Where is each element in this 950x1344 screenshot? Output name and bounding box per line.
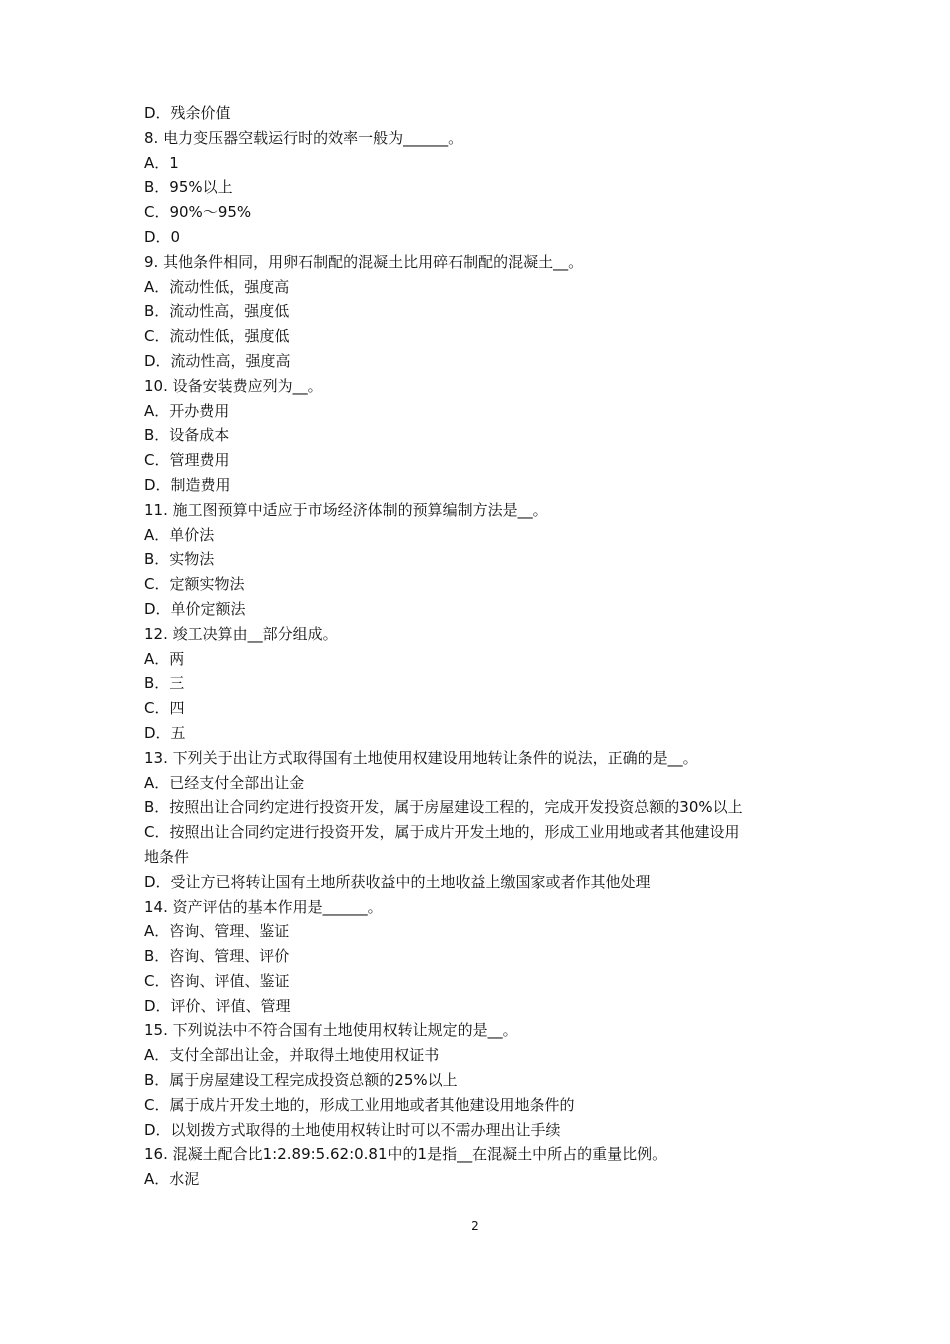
text-line: B．实物法 — [144, 550, 215, 569]
text-line: 15. 下列说法中不符合国有土地使用权转让规定的是__。 — [144, 1021, 518, 1040]
text-line: C．管理费用 — [144, 451, 230, 470]
text-line: A．开办费用 — [144, 401, 230, 420]
text-line: A．两 — [144, 649, 185, 668]
text-line: A．流动性低，强度高 — [144, 277, 290, 296]
text-line: D．0 — [144, 227, 181, 246]
text-line: B．设备成本 — [144, 426, 230, 445]
text-line: C．属于成片开发土地的，形成工业用地或者其他建设用地条件的 — [144, 1095, 575, 1114]
text-line: D．五 — [144, 723, 186, 742]
text-line: 地条件 — [144, 847, 190, 866]
text-line: 12. 竣工决算由__部分组成。 — [144, 624, 338, 643]
text-line: C．定额实物法 — [144, 575, 245, 594]
text-line: B．属于房屋建设工程完成投资总额的25%以上 — [144, 1071, 458, 1090]
text-line: B．三 — [144, 674, 185, 693]
text-line: 13. 下列关于出让方式取得国有土地使用权建设用地转让条件的说法，正确的是__。 — [144, 748, 698, 767]
text-line: D．残余价值 — [144, 104, 231, 122]
text-line: D．受让方已将转让国有土地所获收益中的土地收益上缴国家或者作其他处理 — [144, 872, 651, 891]
text-line: D．制造费用 — [144, 475, 231, 494]
text-line: 10. 设备安装费应列为__。 — [144, 376, 323, 395]
text-line: B．按照出让合同约定进行投资开发，属于房屋建设工程的，完成开发投资总额的30%以上 — [144, 798, 743, 817]
text-line: 8. 电力变压器空载运行时的效率一般为______。 — [144, 128, 464, 147]
text-line: B．95%以上 — [144, 178, 233, 197]
text-line: C．按照出让合同约定进行投资开发，属于成片开发土地的，形成工业用地或者其他建设用 — [144, 823, 740, 842]
text-line: 9. 其他条件相同，用卵石制配的混凝土比用碎石制配的混凝土__。 — [144, 252, 584, 271]
text-line: D．流动性高，强度高 — [144, 351, 291, 370]
text-line: A．单价法 — [144, 525, 215, 544]
text-line: D．评价、评值、管理 — [144, 996, 291, 1015]
text-line: D．以划拨方式取得的土地使用权转让时可以不需办理出让手续 — [144, 1120, 561, 1139]
page-number: 2 — [471, 1219, 479, 1233]
text-line: C．咨询、评值、鉴证 — [144, 971, 290, 990]
text-line: C．90%～95% — [144, 203, 252, 222]
text-line: D．单价定额法 — [144, 599, 246, 618]
text-line: A．咨询、管理、鉴证 — [144, 922, 290, 941]
text-line: B．咨询、管理、评价 — [144, 947, 290, 966]
text-line: C．流动性低，强度低 — [144, 327, 290, 346]
text-line: C．四 — [144, 699, 185, 718]
text-line: B．流动性高，强度低 — [144, 302, 290, 321]
text-line: A．已经支付全部出让金 — [144, 773, 305, 792]
text-line: 16. 混凝土配合比1:2.89:5.62:0.81中的1是指__在混凝土中所占的重量比例。 — [144, 1145, 668, 1164]
text-line: A．1 — [144, 153, 179, 172]
document-body — [144, 101, 824, 1192]
text-line: 11. 施工图预算中适应于市场经济体制的预算编制方法是__。 — [144, 500, 548, 519]
text-line: A．支付全部出让金，并取得土地使用权证书 — [144, 1046, 440, 1065]
text-line: 14. 资产评估的基本作用是______。 — [144, 897, 383, 916]
text-line: A．水泥 — [144, 1170, 200, 1189]
